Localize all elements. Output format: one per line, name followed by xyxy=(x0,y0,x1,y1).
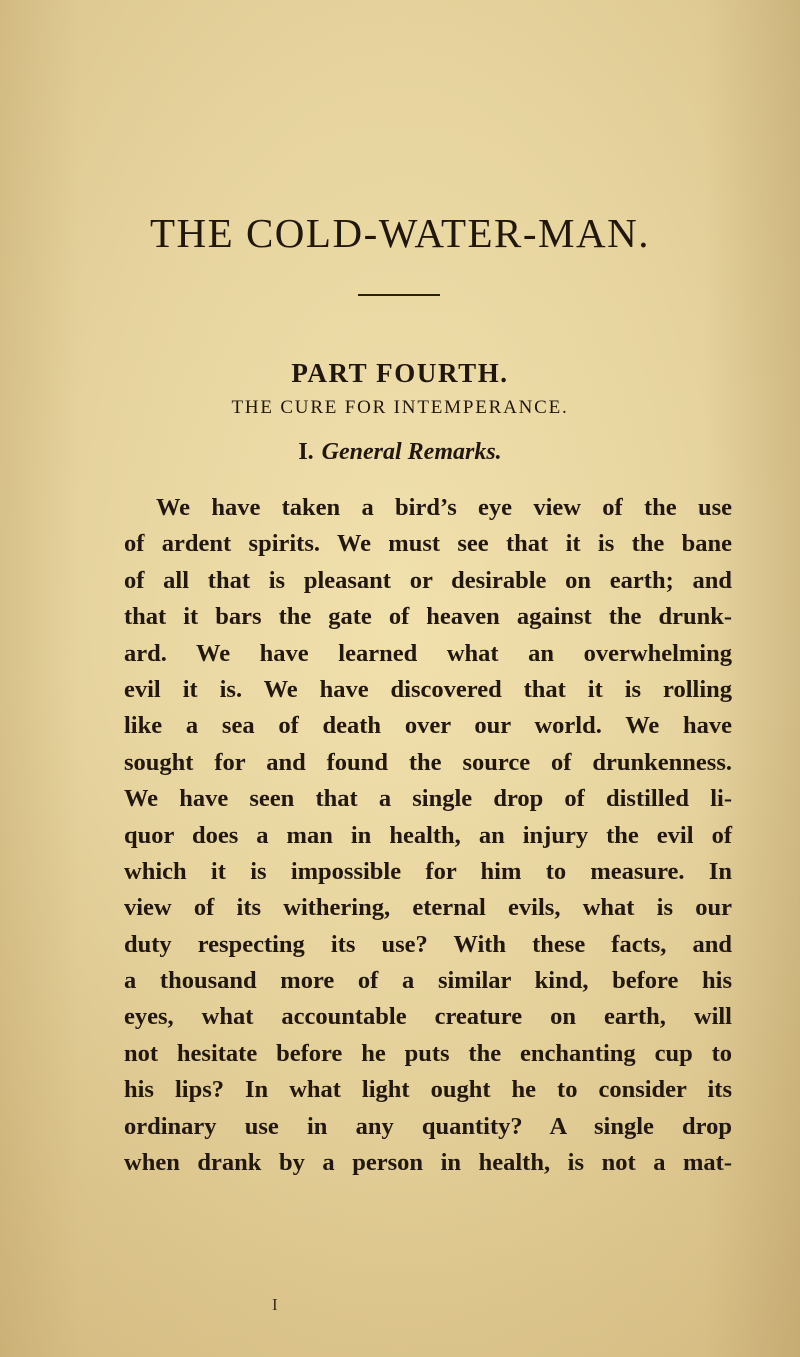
body-line: We have taken a bird’s eye view of the use xyxy=(156,494,732,521)
title-rule xyxy=(358,294,440,296)
signature-mark: I xyxy=(272,1295,278,1314)
page-title: THE COLD-WATER-MAN. xyxy=(150,210,650,257)
body-line: eyes, what accountable creature on earth, will xyxy=(124,1003,732,1031)
body-line: quor does a man in health, an injury the evil of xyxy=(124,821,732,849)
body-line: We have seen that a single drop of distilled li- xyxy=(124,785,732,813)
body-line: of all that is pleasant or desirable on earth; and xyxy=(124,566,732,594)
section-number: I. xyxy=(298,439,314,465)
body-line: of ardent spirits. We must see that it is the bane xyxy=(124,530,732,558)
body-line: evil it is. We have discovered that it is rolling xyxy=(124,675,732,703)
body-text xyxy=(124,490,732,1181)
section-name: General Remarks. xyxy=(321,439,502,465)
body-line: sought for and found the source of drunkenness. xyxy=(124,748,732,776)
chapter-subtitle: THE CURE FOR INTEMPERANCE. xyxy=(231,397,569,418)
body-line: a thousand more of a similar kind, before his xyxy=(124,967,732,995)
section-heading xyxy=(0,440,800,464)
body-line: his lips? In what light ought he to consider its xyxy=(124,1076,732,1104)
body-line: that it bars the gate of heaven against the drunk- xyxy=(124,603,732,631)
body-line: duty respecting its use? With these facts, and xyxy=(124,930,732,958)
body-line: ard. We have learned what an overwhelming xyxy=(124,639,732,667)
body-line: view of its withering, eternal evils, what is our xyxy=(124,894,732,922)
body-line: ordinary use in any quantity? A single drop xyxy=(124,1112,732,1140)
body-line: when drank by a person in health, is not a mat- xyxy=(124,1149,732,1177)
body-line: not hesitate before he puts the enchanting cup to xyxy=(124,1039,732,1067)
part-heading: PART FOURTH. xyxy=(291,358,509,389)
body-line: like a sea of death over our world. We have xyxy=(124,712,732,740)
body-line: which it is impossible for him to measure. In xyxy=(124,857,732,885)
